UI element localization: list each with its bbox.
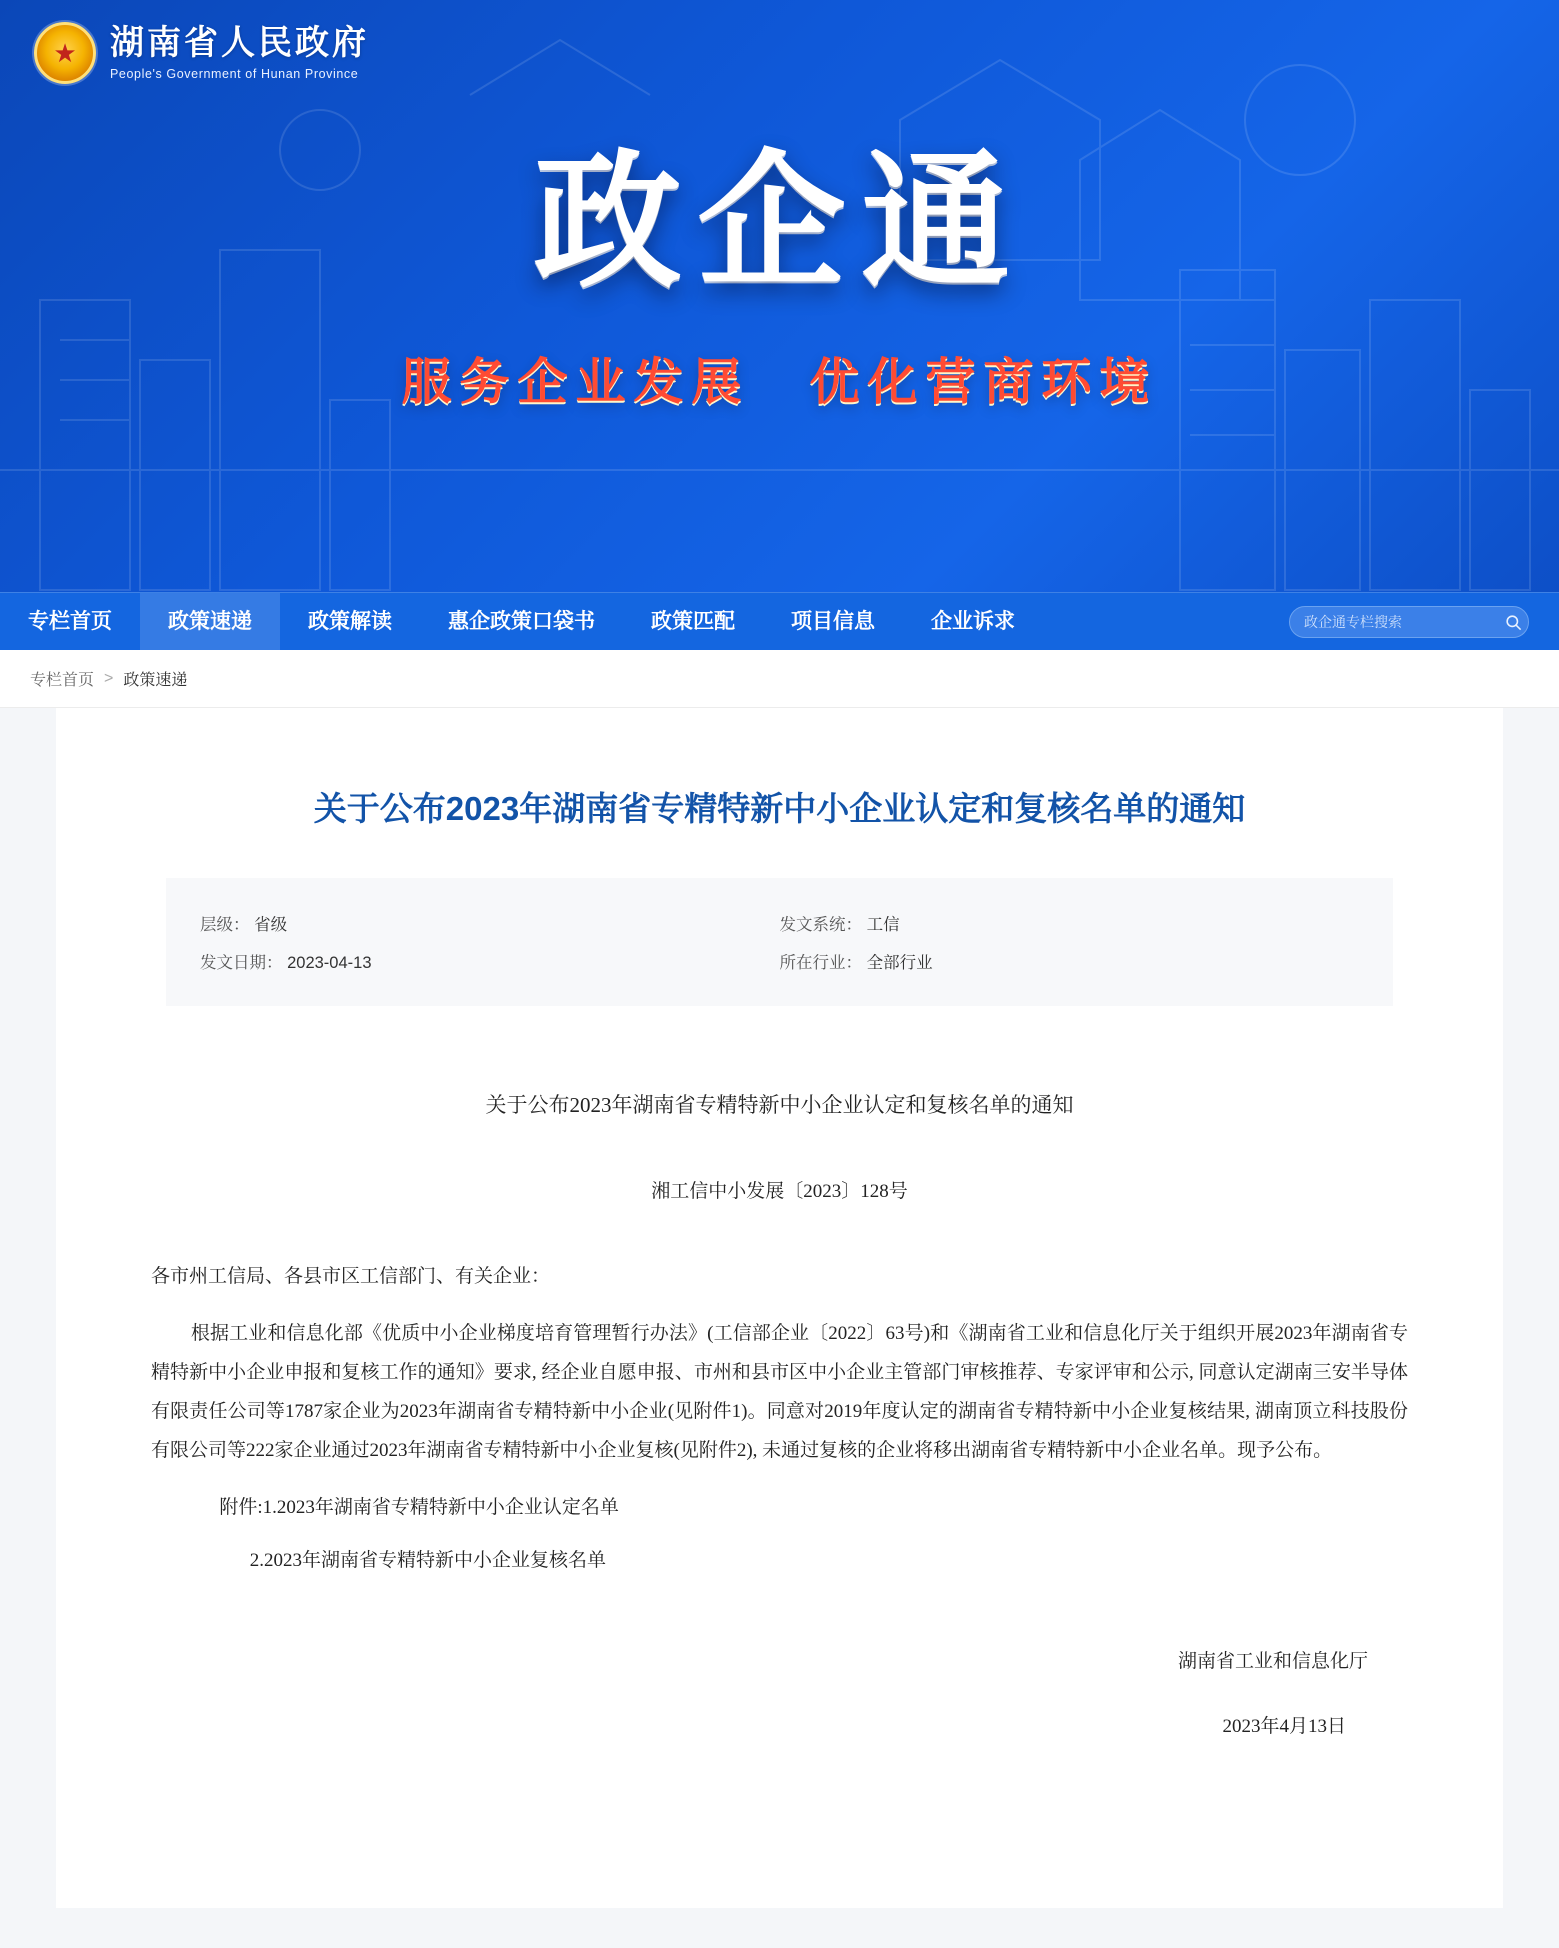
document-salutation: 各市州工信局、各县市区工信部门、有关企业：: [151, 1266, 551, 1288]
banner-center: [0, 142, 1559, 414]
meta-issue-date: [200, 942, 780, 980]
nav-item-enterprise-appeal[interactable]: 企业诉求: [931, 609, 1015, 633]
search-icon[interactable]: [1499, 613, 1528, 632]
document-body: [151, 1084, 1408, 1746]
breadcrumb: [0, 650, 1559, 708]
nav-search-box[interactable]: [1289, 606, 1529, 638]
page-title: 关于公布2023年湖南省专精特新中小企业认定和复核名单的通知: [313, 790, 1246, 828]
document-attachment-2[interactable]: 2.2023年湖南省专精特新中小企业复核名单: [249, 1549, 607, 1571]
gov-name-en: People's Government of Hunan Province: [110, 67, 359, 82]
nav-item-policy-pocketbook[interactable]: 惠企政策口袋书: [448, 609, 595, 633]
meta-issue-date-value: 2023-04-13: [287, 954, 372, 973]
breadcrumb-current: 政策速递: [123, 672, 188, 689]
meta-industry-value: 全部行业: [866, 954, 933, 973]
nav-item-project-info[interactable]: 项目信息: [791, 609, 875, 633]
nav-item-columns-home[interactable]: 专栏首页: [28, 609, 112, 633]
site-banner: [0, 0, 1559, 592]
banner-slogan: [0, 342, 1559, 414]
document-signature: 湖南省工业和信息化厅: [1177, 1650, 1368, 1672]
meta-level: [200, 904, 780, 942]
meta-level-key: 层级：: [200, 916, 250, 935]
meta-industry-key: 所在行业：: [779, 954, 862, 973]
meta-system-key: 发文系统：: [779, 916, 862, 935]
banner-title: 政企通: [533, 142, 1026, 306]
banner-slogan-left: 服务企业发展: [401, 354, 750, 410]
document-attachment-1[interactable]: 附件:1.2023年湖南省专精特新中小企业认定名单: [219, 1496, 619, 1518]
search-input[interactable]: [1290, 614, 1499, 630]
breadcrumb-separator: >: [104, 669, 114, 687]
meta-level-value: 省级: [254, 916, 288, 935]
document-paragraph-1: 根据工业和信息化部《优质中小企业梯度培育管理暂行办法》(工信部企业〔2022〕63号)和《湖南省工业和信息化厅关于组织开展2023年湖南省专精特新中小企业申报和复核工作的通知》要求, 经企业自愿申报、市州和县市区中小企业主管部门审核推荐、专家评审和公示, 同意认定湖南三安半导体有限责任公司等1787家企业为2023年湖南省专精特新中小企业(见附件1)。同意对2019年度认定的湖南省专精特新中小企业复核结果, 湖南顶立科技股份有限公司等222家企业通过2023年湖南省专精特新中小企业复核(见附件2), 未通过复核的企业将移出湖南省专精特新中小企业名单。现予公布。: [151, 1323, 1408, 1462]
meta-system-value: 工信: [866, 916, 900, 935]
document-meta: [166, 878, 1393, 1006]
government-logo[interactable]: [34, 22, 369, 84]
meta-industry: [780, 942, 1360, 980]
page-background: [0, 708, 1559, 1948]
document-heading: 关于公布2023年湖南省专精特新中小企业认定和复核名单的通知: [485, 1093, 1074, 1118]
nav-item-policy-interpretation[interactable]: 政策解读: [308, 609, 392, 633]
banner-slogan-right: 优化营商环境: [809, 354, 1158, 410]
national-emblem-icon: ★: [34, 22, 96, 84]
breadcrumb-home-link[interactable]: 专栏首页: [30, 672, 95, 689]
nav-item-policy-express[interactable]: 政策速递: [140, 593, 280, 651]
meta-issue-date-key: 发文日期：: [200, 954, 283, 973]
meta-system: [780, 904, 1360, 942]
nav-item-policy-matching[interactable]: 政策匹配: [651, 609, 735, 633]
main-navigation: [0, 592, 1559, 650]
document-date: 2023年4月13日: [1222, 1715, 1346, 1737]
gov-name-cn: 湖南省人民政府: [110, 23, 369, 62]
document-number: 湘工信中小发展〔2023〕128号: [651, 1181, 908, 1203]
document-card: [56, 708, 1503, 1908]
